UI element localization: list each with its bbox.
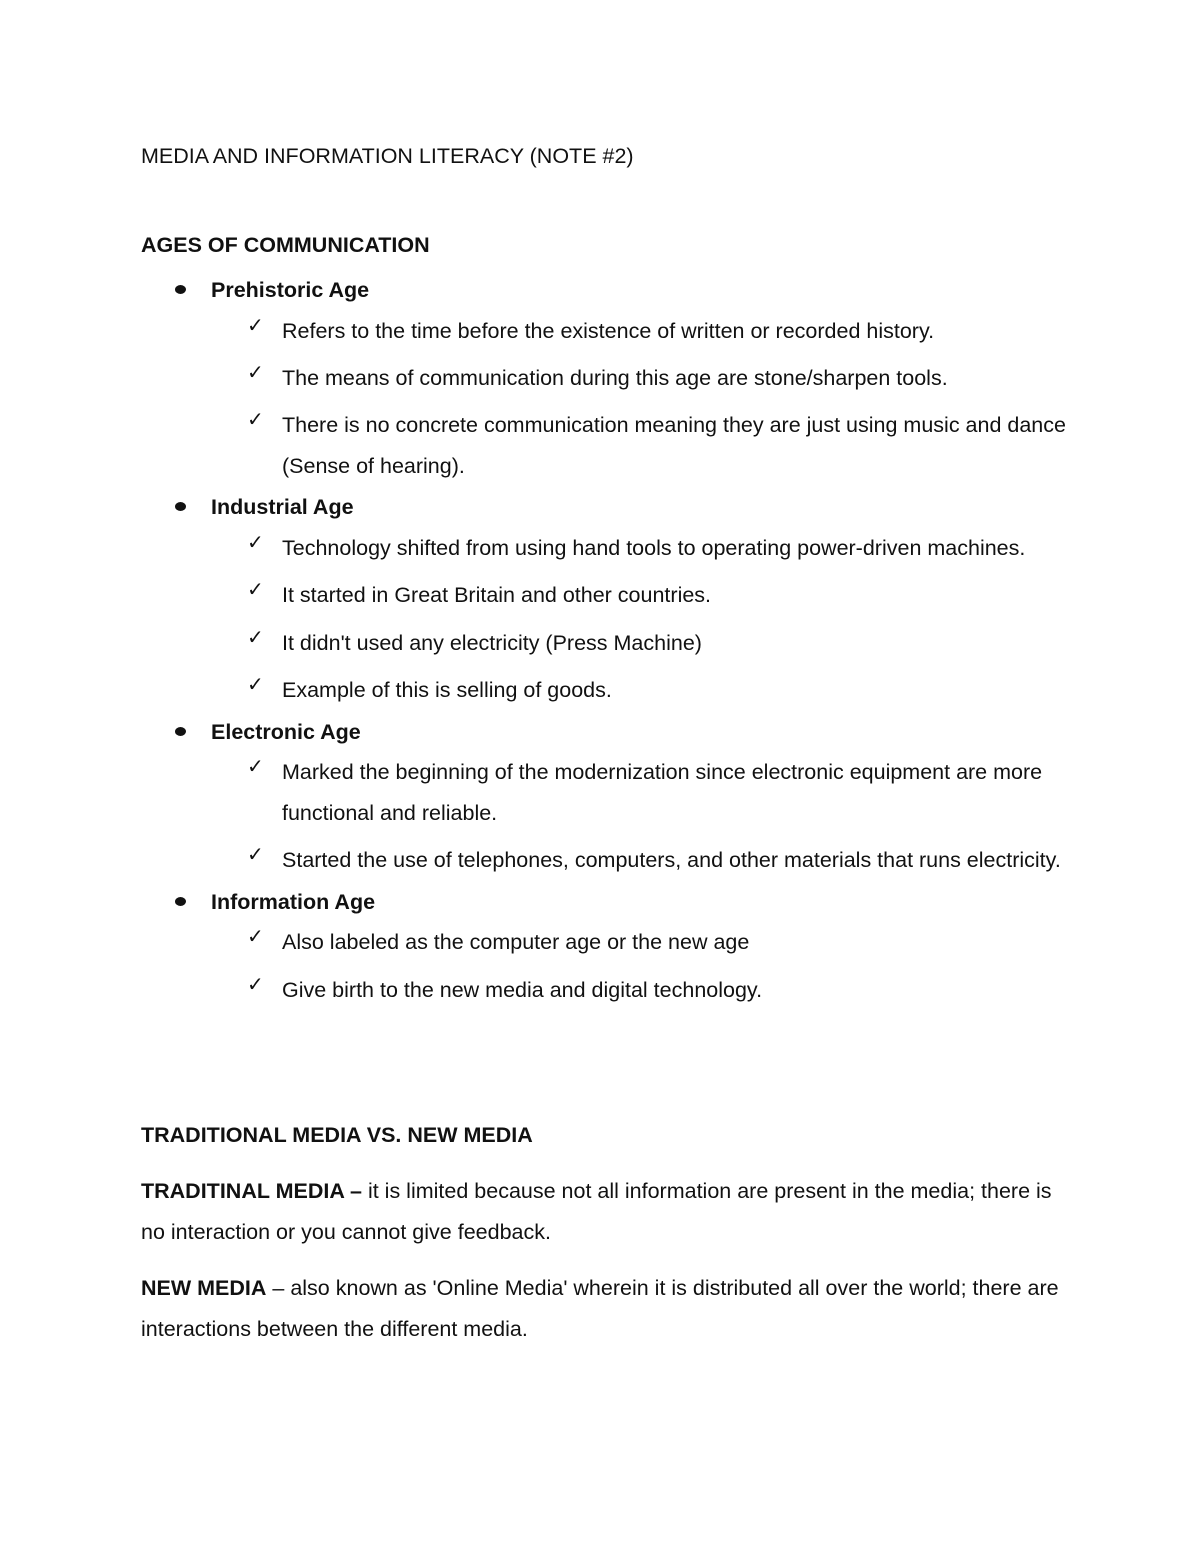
ages-list xyxy=(0,276,1200,1017)
check-mark-icon: ✓ xyxy=(247,530,264,555)
traditional-media-definition: it is limited because not all information are present in the media; there is no interaction or you cannot give feedback. xyxy=(141,1179,1052,1244)
traditional-media-paragraph xyxy=(141,1171,1061,1252)
check-mark-icon: ✓ xyxy=(247,754,264,779)
point-text: It started in Great Britain and other countries. xyxy=(282,583,712,608)
new-media-paragraph xyxy=(141,1268,1061,1349)
point-text: Refers to the time before the existence of written or recorded history. xyxy=(282,318,935,343)
age-title: Industrial Age xyxy=(211,495,354,520)
bullet-icon xyxy=(175,285,186,294)
bullet-icon xyxy=(175,502,186,511)
new-media-definition: – also known as 'Online Media' wherein it is distributed all over the world; there are interactions between the different media. xyxy=(141,1276,1059,1341)
document-title: MEDIA AND INFORMATION LITERACY (NOTE #2) xyxy=(141,144,634,168)
age-title: Prehistoric Age xyxy=(211,278,370,302)
traditional-media-term: TRADITINAL MEDIA – xyxy=(141,1179,362,1203)
point-text: Started the use of telephones, computers, and other materials that runs electricity. xyxy=(282,848,1061,873)
point-text: Also labeled as the computer age or the new age xyxy=(282,930,750,955)
age-item-electronic xyxy=(0,718,1200,881)
age-header xyxy=(0,888,1200,916)
list-item xyxy=(0,528,1200,569)
list-item xyxy=(0,575,1200,616)
list-item xyxy=(0,922,1200,963)
check-mark-icon: ✓ xyxy=(247,924,264,949)
list-item xyxy=(0,670,1200,711)
age-item-industrial xyxy=(0,493,1200,710)
age-title: Electronic Age xyxy=(211,719,361,744)
check-mark-icon: ✓ xyxy=(247,360,264,385)
list-item xyxy=(0,311,1200,352)
list-item xyxy=(0,405,1200,486)
bullet-icon xyxy=(175,727,186,736)
check-mark-icon: ✓ xyxy=(247,624,264,649)
list-item xyxy=(0,358,1200,399)
point-text: There is no concrete communication meaning they are just using music and dance (Sense of hearing). xyxy=(282,413,1066,479)
check-mark-icon: ✓ xyxy=(247,971,264,996)
point-text: Technology shifted from using hand tools to operating power-driven machines. xyxy=(282,536,1026,561)
point-text: Marked the beginning of the modernization since electronic equipment are more functional and reliable. xyxy=(282,760,1043,825)
check-mark-icon: ✓ xyxy=(247,842,264,867)
age-header xyxy=(0,493,1200,521)
check-mark-icon: ✓ xyxy=(247,672,264,697)
list-item xyxy=(0,623,1200,664)
section-heading-ages: AGES OF COMMUNICATION xyxy=(141,233,430,257)
bullet-icon xyxy=(175,897,186,906)
section-heading-media: TRADITIONAL MEDIA VS. NEW MEDIA xyxy=(141,1123,533,1147)
point-text: Give birth to the new media and digital technology. xyxy=(282,977,763,1002)
age-title: Information Age xyxy=(211,889,376,914)
age-header xyxy=(0,276,1200,304)
new-media-term: NEW MEDIA xyxy=(141,1276,267,1300)
point-text: It didn't used any electricity (Press Machine) xyxy=(282,630,702,655)
age-header xyxy=(0,718,1200,746)
age-item-prehistoric xyxy=(0,276,1200,487)
list-item xyxy=(0,970,1200,1011)
check-mark-icon: ✓ xyxy=(247,577,264,602)
point-text: The means of communication during this age are stone/sharpen tools. xyxy=(282,366,948,391)
point-text: Example of this is selling of goods. xyxy=(282,678,612,703)
list-item xyxy=(0,752,1200,833)
list-item xyxy=(0,840,1200,881)
check-mark-icon: ✓ xyxy=(247,407,264,432)
check-mark-icon: ✓ xyxy=(247,312,264,337)
age-item-information xyxy=(0,888,1200,1011)
